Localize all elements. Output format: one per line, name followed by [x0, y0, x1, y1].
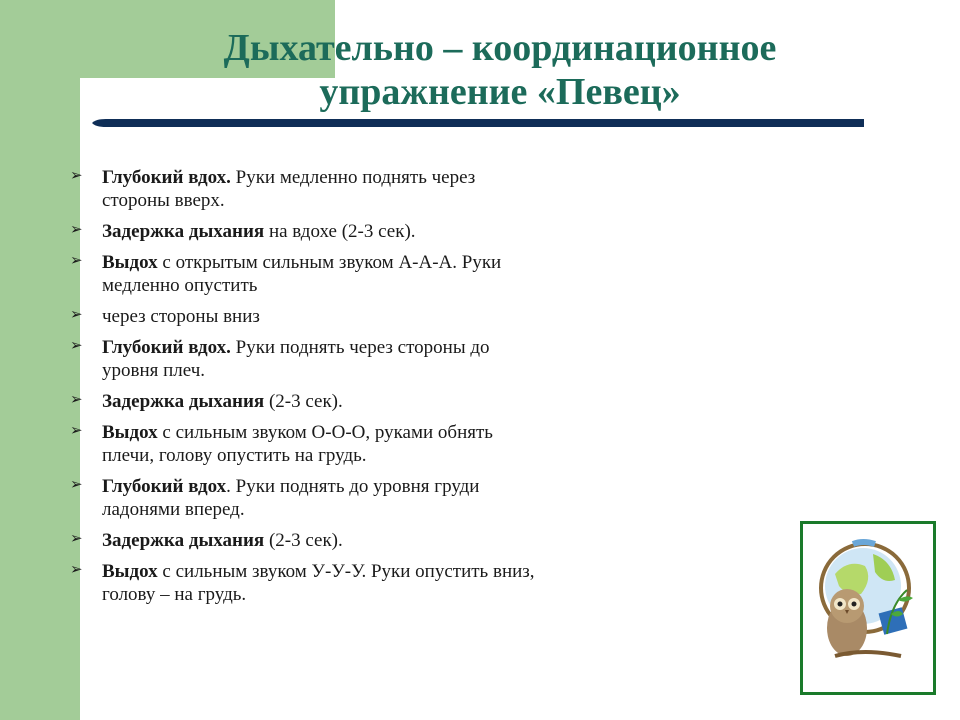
arrow-bullet-icon: ➢ [70, 531, 83, 547]
step-description: с открытым сильным звуком А-А-А. Руки медленно опустить [102, 252, 502, 296]
exercise-step [70, 336, 540, 382]
step-action: Глубокий вдох [102, 476, 227, 497]
arrow-bullet-icon: ➢ [70, 423, 83, 439]
step-action: Выдох [102, 252, 158, 273]
arrow-bullet-icon: ➢ [70, 477, 83, 493]
exercise-step [70, 166, 540, 212]
exercise-step [70, 251, 540, 297]
step-action: Глубокий вдох. [102, 337, 231, 358]
decorative-corner [80, 78, 120, 118]
step-description: (2-3 сек). [264, 391, 343, 412]
step-description: с сильным звуком О-О-О, руками обнять плечи, голову опустить на грудь. [102, 422, 493, 466]
step-description: с сильным звуком У-У-У. Руки опустить вниз, голову – на грудь. [102, 561, 535, 605]
slide-title-line-2: упражнение «Певец» [319, 71, 681, 113]
arrow-bullet-icon: ➢ [70, 338, 83, 354]
slide-title [150, 26, 850, 114]
step-action: Выдох [102, 561, 158, 582]
step-action: Задержка дыхания [102, 530, 265, 551]
step-description: на вдохе (2-3 сек). [264, 221, 416, 242]
step-action: Выдох [102, 422, 158, 443]
exercise-step [70, 421, 540, 467]
arrow-bullet-icon: ➢ [70, 307, 83, 323]
exercise-step [70, 390, 540, 413]
arrow-bullet-icon: ➢ [70, 222, 83, 238]
arrow-bullet-icon: ➢ [70, 392, 83, 408]
step-description: через стороны вниз [102, 306, 260, 327]
step-action: Задержка дыхания [102, 221, 265, 242]
slide-title-line-1: Дыхательно – координационное [223, 27, 777, 69]
step-action: Задержка дыхания [102, 391, 265, 412]
decorative-side-panel [0, 0, 80, 720]
step-description: Руки медленно поднять через стороны вверх. [102, 167, 476, 211]
owl-globe-icon [803, 524, 933, 692]
exercise-step [70, 305, 540, 328]
arrow-bullet-icon: ➢ [70, 562, 83, 578]
step-description: Руки поднять через стороны до уровня плеч. [102, 337, 490, 381]
exercise-step [70, 560, 540, 606]
step-action: Глубокий вдох. [102, 167, 231, 188]
arrow-bullet-icon: ➢ [70, 253, 83, 269]
exercise-step [70, 475, 540, 521]
exercise-steps-list [70, 166, 540, 614]
title-underline [92, 118, 864, 128]
exercise-step [70, 529, 540, 552]
step-description: (2-3 сек). [264, 530, 343, 551]
arrow-bullet-icon: ➢ [70, 168, 83, 184]
owl-globe-illustration [800, 521, 936, 695]
step-description: . Руки поднять до уровня груди ладонями вперед. [102, 476, 480, 520]
exercise-step [70, 220, 540, 243]
